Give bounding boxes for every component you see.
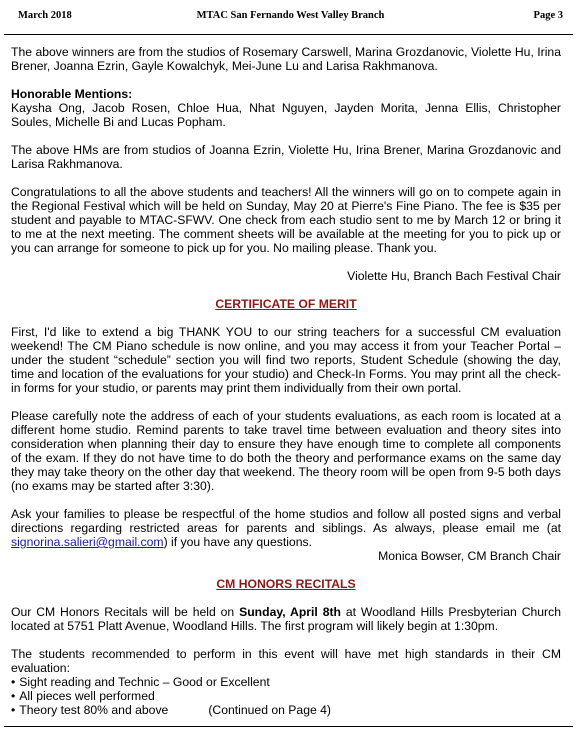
hms-paragraph: The above HMs are from studios of Joanna Ezrin, Violette Hu, Irina Brener, Marina Grozdanovic and Larisa Rakhmanova. (11, 143, 561, 171)
cm-section-heading: CERTIFICATE OF MERIT (215, 297, 357, 311)
criteria-list (11, 675, 561, 717)
honorable-mentions-label: Honorable Mentions: (11, 87, 133, 101)
criteria-item (11, 689, 561, 703)
cm-paragraph-1: First, I'd like to extend a big THANK YOU to our string teachers for a successful CM evaluation weekend! The CM Piano schedule is now online, and you may access it from your Teacher Portal – under the student “schedule” section you will find two reports, Student Schedule (showing the day, time and location of the evaluations for your studio) and Check-In Forms. You may print all the check-in forms for your studio, or parents may print them individually from their own portal. (11, 325, 561, 395)
page-content (11, 45, 561, 717)
cm-paragraph-3-end: ) if you have any questions. (163, 535, 312, 549)
criteria-text: Theory test 80% and above (19, 703, 169, 717)
header-page-number: Page 3 (533, 10, 563, 21)
recitals-paragraph-2: The students recommended to perform in this event will have met high standards in their CM evaluation: (11, 647, 561, 675)
header-date: March 2018 (18, 10, 72, 21)
header-divider (4, 34, 573, 35)
criteria-text: All pieces well performed (19, 689, 155, 703)
honorable-mentions-paragraph (11, 87, 561, 129)
congratulations-paragraph: Congratulations to all the above students and teachers! All the winners will go on to compete again in the Regional Festival which will be held on Sunday, May 20 at Pierre's Fine Piano. The fee is $35 per student and payable to MTAC-SFWV. One check from each studio sent to me by March 12 or bring it to me at the next meeting. The comment sheets will be available at the meeting for you to pick up or you can arrange for someone to pick up for you. No mailing please. Thank you. (11, 185, 561, 255)
cm-chair-signature: Monica Bowser, CM Branch Chair (378, 549, 561, 563)
recital-date: Sunday, April 8th (239, 605, 341, 619)
page-header (18, 9, 563, 25)
email-link[interactable]: signorina.salieri@gmail.com (11, 535, 164, 549)
recitals-text-start: Our CM Honors Recitals will be held on (11, 605, 240, 619)
continued-note: (Continued on Page 4) (208, 703, 331, 717)
footer-divider (4, 726, 573, 727)
header-title: MTAC San Fernando West Valley Branch (196, 10, 385, 21)
winners-paragraph: The above winners are from the studios of Rosemary Carswell, Marina Grozdanovic, Violette Hu, Irina Brener, Joanna Ezrin, Gayle Kowalchyk, Mei-June Lu and Larisa Rakhmanova. (11, 45, 561, 73)
recitals-paragraph-1 (11, 605, 561, 633)
recitals-text-end: at Woodland Hills Presbyterian Church located at 5751 Platt Avenue, Woodland Hills. The first program will likely begin at 1:30pm. (11, 605, 561, 633)
criteria-item (11, 675, 561, 689)
cm-paragraph-2: Please carefully note the address of each of your students evaluations, as each room is located at a different home studio. Remind parents to take travel time between evaluation and theory sites into consideration when planning their day to ensure they have enough time to complete all components of the exam. If they do not have time to do both the theory and performance exams on the same day they may take theory on the other day that weekend. The theory room will be open from 9-5 both days (no exams may be started after 3:30). (11, 409, 561, 493)
recitals-section-heading: CM HONORS RECITALS (216, 577, 356, 591)
bach-chair-signature: Violette Hu, Branch Bach Festival Chair (347, 269, 561, 283)
criteria-text: Sight reading and Technic – Good or Excellent (19, 675, 270, 689)
criteria-item (11, 703, 561, 717)
cm-paragraph-3-start: Ask your families to please be respectful of the home studios and follow all posted signs and verbal directions regarding restricted areas for parents and siblings. As always, please email me (at (11, 507, 561, 535)
honorable-mentions-names: Kaysha Ong, Jacob Rosen, Chloe Hua, Nhat Nguyen, Jayden Morita, Jenna Ellis, Christopher Soules, Michelle Bi and Lucas Popham. (11, 101, 561, 129)
cm-paragraph-3 (11, 507, 561, 549)
